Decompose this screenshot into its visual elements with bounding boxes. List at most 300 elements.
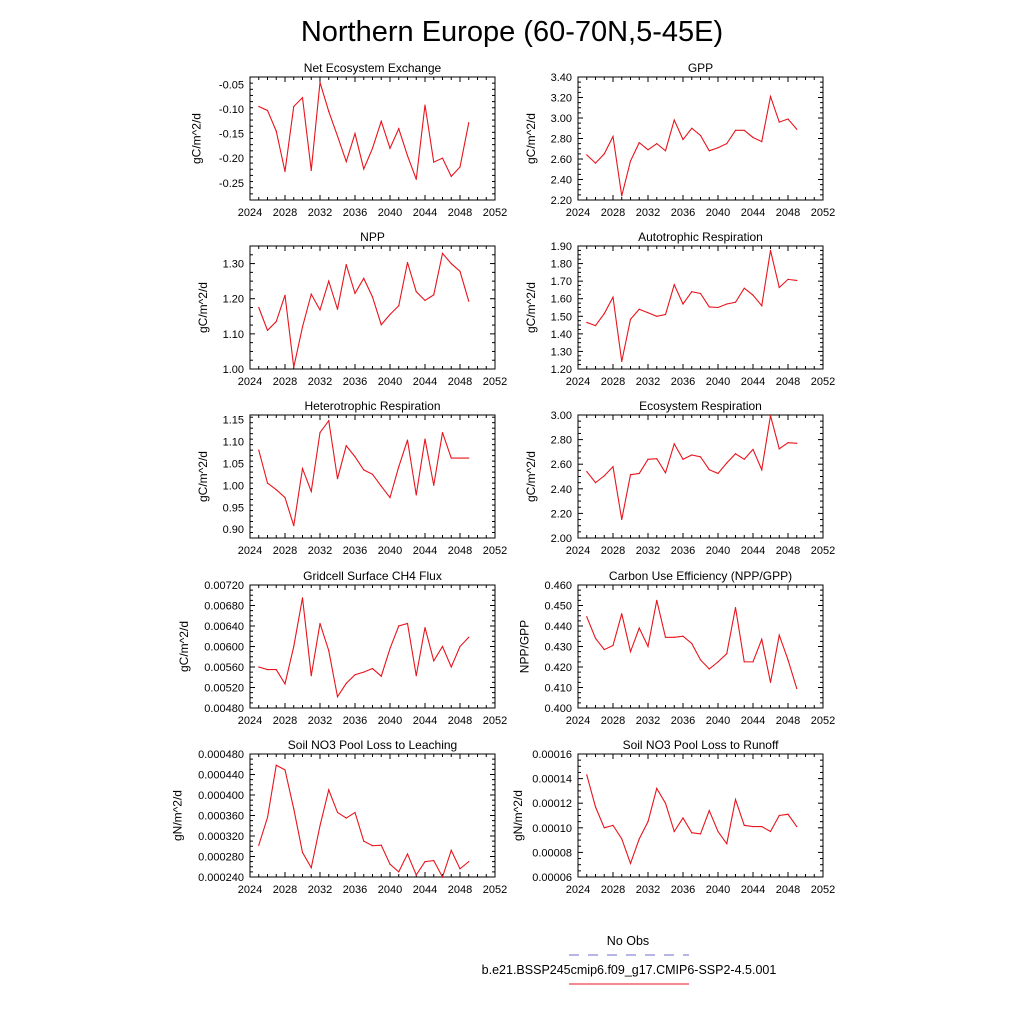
data-point — [267, 330, 268, 331]
data-point — [346, 817, 347, 818]
data-point — [258, 845, 259, 846]
data-point — [433, 294, 434, 295]
x-tick-label: 2040 — [705, 545, 731, 557]
x-tick-label: 2024 — [565, 376, 591, 388]
x-tick-label: 2036 — [670, 207, 696, 219]
data-point — [451, 263, 452, 264]
data-point — [656, 458, 657, 459]
data-point — [779, 122, 780, 123]
x-tick-label: 2040 — [377, 376, 403, 388]
data-point — [372, 474, 373, 475]
x-tick-label: 2052 — [482, 376, 508, 388]
series-line — [259, 253, 469, 367]
panel-title: Gridcell Surface CH4 Flux — [303, 569, 442, 583]
data-point — [451, 850, 452, 851]
plot-frame — [250, 77, 495, 200]
y-tick-label: 0.00014 — [532, 773, 572, 786]
data-point — [459, 457, 460, 458]
data-point — [761, 639, 762, 640]
data-point — [744, 825, 745, 826]
data-point — [372, 148, 373, 149]
data-point — [389, 497, 390, 498]
data-point — [407, 262, 408, 263]
data-point — [302, 468, 303, 469]
data-point — [621, 195, 622, 196]
data-point — [787, 279, 788, 280]
data-point — [276, 489, 277, 490]
data-point — [337, 478, 338, 479]
x-tick-label: 2052 — [482, 884, 508, 896]
data-point — [726, 843, 727, 844]
x-tick-label: 2048 — [447, 884, 473, 896]
x-tick-label: 2040 — [705, 884, 731, 896]
data-point — [735, 453, 736, 454]
data-point — [612, 825, 613, 826]
legend-label-no-obs: No Obs — [606, 934, 650, 948]
data-point — [674, 443, 675, 444]
panel-title: Heterotrophic Respiration — [304, 399, 441, 413]
y-tick-label: 0.00016 — [532, 749, 572, 761]
data-point — [787, 814, 788, 815]
data-point — [656, 600, 657, 601]
x-tick-label: 2044 — [740, 207, 766, 219]
data-point — [674, 284, 675, 285]
data-point — [284, 497, 285, 498]
x-tick-label: 2024 — [237, 545, 263, 557]
x-tick-label: 2032 — [307, 545, 333, 557]
data-point — [311, 491, 312, 492]
panel-title: Soil NO3 Pool Loss to Leaching — [287, 738, 458, 752]
x-tick-label: 2024 — [565, 207, 591, 219]
data-point — [621, 838, 622, 839]
data-point — [363, 841, 364, 842]
data-point — [665, 314, 666, 315]
data-point — [442, 432, 443, 433]
data-point — [787, 118, 788, 119]
data-point — [416, 291, 417, 292]
data-point — [709, 469, 710, 470]
y-tick-label: 2.00 — [550, 533, 572, 545]
data-point — [726, 462, 727, 463]
data-point — [416, 874, 417, 875]
data-point — [389, 148, 390, 149]
data-point — [691, 291, 692, 292]
data-point — [267, 110, 268, 111]
y-axis-label: gN/m^2/d — [511, 790, 525, 841]
data-point — [656, 788, 657, 789]
y-axis-label: gC/m^2/d — [189, 113, 204, 164]
y-axis-label: gC/m^2/d — [195, 282, 210, 333]
x-tick-label: 2028 — [272, 884, 298, 896]
data-point — [770, 250, 771, 251]
data-point — [363, 469, 364, 470]
data-point — [433, 485, 434, 486]
data-point — [665, 472, 666, 473]
panel-gridcell-surface-ch4-flux — [177, 569, 507, 727]
data-point — [682, 459, 683, 460]
data-point — [424, 300, 425, 301]
data-point — [398, 128, 399, 129]
data-point — [451, 457, 452, 458]
data-point — [276, 131, 277, 132]
data-point — [639, 627, 640, 628]
data-point — [735, 130, 736, 131]
data-point — [258, 666, 259, 667]
y-tick-label: 2.40 — [550, 174, 572, 187]
data-point — [398, 625, 399, 626]
data-point — [586, 774, 587, 775]
x-tick-label: 2044 — [740, 376, 766, 388]
y-tick-label: -0.15 — [218, 128, 244, 141]
panel-title: GPP — [687, 61, 714, 75]
data-point — [761, 305, 762, 306]
y-axis-label: gN/m^2/d — [170, 790, 185, 841]
data-point — [726, 143, 727, 144]
data-point — [293, 808, 294, 809]
data-point — [735, 799, 736, 800]
data-point — [267, 817, 268, 818]
data-point — [770, 415, 771, 416]
y-axis-label: gC/m^2/d — [176, 621, 191, 672]
data-point — [276, 321, 277, 322]
y-axis-label: gC/m^2/d — [523, 113, 538, 164]
y-tick-label: 1.00 — [222, 364, 244, 376]
data-point — [319, 432, 320, 433]
data-point — [586, 322, 587, 323]
data-point — [796, 826, 797, 827]
data-point — [354, 812, 355, 813]
x-tick-label: 2044 — [412, 376, 438, 388]
x-tick-label: 2024 — [565, 884, 591, 896]
data-point — [267, 669, 268, 670]
data-point — [284, 683, 285, 684]
x-tick-label: 2048 — [447, 545, 473, 557]
data-point — [674, 831, 675, 832]
data-point — [389, 314, 390, 315]
x-tick-label: 2044 — [412, 207, 438, 219]
y-tick-label: 0.000360 — [198, 810, 244, 823]
panel-carbon-use-efficiency-npp-gpp — [518, 569, 836, 727]
x-tick-label: 2032 — [635, 207, 661, 219]
y-tick-label: 0.00680 — [204, 600, 244, 613]
data-point — [372, 668, 373, 669]
data-point — [682, 139, 683, 140]
y-tick-label: 0.00560 — [204, 662, 244, 674]
data-point — [726, 653, 727, 654]
data-point — [363, 672, 364, 673]
data-point — [796, 688, 797, 689]
data-point — [604, 153, 605, 154]
y-tick-label: 1.10 — [222, 328, 244, 341]
data-point — [787, 442, 788, 443]
data-point — [451, 666, 452, 667]
x-tick-label: 2052 — [482, 207, 508, 219]
data-point — [459, 868, 460, 869]
x-tick-label: 2036 — [670, 715, 696, 727]
data-point — [363, 278, 364, 279]
x-tick-label: 2028 — [600, 376, 626, 388]
y-tick-label: 0.430 — [544, 641, 572, 654]
data-point — [639, 838, 640, 839]
x-tick-label: 2044 — [740, 545, 766, 557]
data-point — [621, 613, 622, 614]
data-point — [433, 660, 434, 661]
series-line — [587, 96, 797, 195]
y-tick-label: 0.00012 — [532, 798, 572, 811]
data-point — [630, 160, 631, 161]
series-line — [587, 775, 797, 864]
x-tick-label: 2028 — [600, 207, 626, 219]
x-tick-label: 2048 — [775, 545, 801, 557]
y-tick-label: -0.10 — [218, 103, 244, 116]
x-tick-label: 2040 — [705, 715, 731, 727]
y-tick-label: 2.20 — [550, 195, 572, 207]
data-point — [744, 288, 745, 289]
x-tick-label: 2048 — [447, 715, 473, 727]
data-point — [468, 122, 469, 123]
data-point — [595, 638, 596, 639]
data-point — [700, 293, 701, 294]
x-tick-label: 2032 — [307, 884, 333, 896]
data-point — [787, 659, 788, 660]
data-point — [459, 646, 460, 647]
data-point — [302, 97, 303, 98]
data-point — [398, 305, 399, 306]
data-point — [433, 162, 434, 163]
y-tick-label: 0.90 — [222, 524, 244, 537]
data-point — [691, 643, 692, 644]
x-tick-label: 2044 — [740, 884, 766, 896]
data-point — [709, 668, 710, 669]
y-tick-label: 0.00010 — [532, 822, 572, 835]
data-point — [752, 661, 753, 662]
y-tick-label: 0.00720 — [204, 580, 244, 592]
data-point — [389, 864, 390, 865]
data-point — [682, 817, 683, 818]
panel-soil-no3-pool-loss-to-runoff — [511, 738, 835, 896]
data-point — [612, 297, 613, 298]
x-tick-label: 2024 — [565, 715, 591, 727]
y-tick-label: 0.420 — [544, 662, 572, 674]
data-point — [424, 627, 425, 628]
x-tick-label: 2032 — [635, 884, 661, 896]
data-point — [779, 815, 780, 816]
x-tick-label: 2048 — [775, 715, 801, 727]
data-point — [691, 128, 692, 129]
plot-frame — [578, 754, 823, 877]
data-point — [612, 466, 613, 467]
x-tick-label: 2052 — [810, 207, 836, 219]
y-tick-label: 0.000400 — [198, 790, 244, 802]
y-tick-label: 0.000240 — [198, 872, 244, 884]
data-point — [735, 607, 736, 608]
y-axis-label: gC/m^2/d — [523, 282, 538, 333]
data-point — [337, 812, 338, 813]
panels — [171, 61, 836, 896]
data-point — [328, 281, 329, 282]
data-point — [779, 448, 780, 449]
x-tick-label: 2040 — [377, 715, 403, 727]
x-tick-label: 2052 — [810, 545, 836, 557]
data-point — [656, 316, 657, 317]
data-point — [459, 166, 460, 167]
x-tick-label: 2028 — [600, 884, 626, 896]
data-point — [258, 106, 259, 107]
y-tick-label: 0.95 — [222, 502, 244, 515]
data-point — [656, 143, 657, 144]
y-tick-label: 1.70 — [550, 276, 572, 289]
panel-autotrophic-respiration — [524, 230, 835, 388]
data-point — [604, 649, 605, 650]
data-point — [293, 646, 294, 647]
x-tick-label: 2036 — [670, 376, 696, 388]
data-point — [595, 163, 596, 164]
data-point — [647, 821, 648, 822]
y-tick-label: 0.00480 — [204, 703, 244, 715]
data-point — [311, 867, 312, 868]
plot-frame — [250, 754, 495, 877]
data-point — [258, 450, 259, 451]
data-point — [424, 439, 425, 440]
data-point — [284, 295, 285, 296]
data-point — [302, 326, 303, 327]
data-point — [779, 287, 780, 288]
y-tick-label: 0.000280 — [198, 851, 244, 864]
data-point — [647, 149, 648, 150]
plot-frame — [578, 585, 823, 708]
y-tick-label: 1.50 — [550, 311, 572, 324]
legend — [482, 934, 777, 984]
plot-frame — [578, 77, 823, 200]
data-point — [468, 637, 469, 638]
y-tick-label: 1.60 — [550, 293, 572, 306]
data-point — [381, 324, 382, 325]
data-point — [354, 133, 355, 134]
x-tick-label: 2052 — [810, 884, 836, 896]
x-tick-label: 2036 — [342, 715, 368, 727]
y-tick-label: 0.00640 — [204, 621, 244, 633]
data-point — [451, 176, 452, 177]
y-tick-label: 0.00008 — [532, 847, 572, 860]
data-point — [700, 456, 701, 457]
data-point — [726, 303, 727, 304]
x-tick-label: 2028 — [600, 715, 626, 727]
x-tick-label: 2044 — [412, 884, 438, 896]
data-point — [796, 280, 797, 281]
x-tick-label: 2040 — [377, 884, 403, 896]
y-tick-label: 1.20 — [222, 293, 244, 306]
panel-title: Ecosystem Respiration — [639, 399, 762, 413]
x-tick-label: 2032 — [635, 545, 661, 557]
x-tick-label: 2036 — [342, 376, 368, 388]
data-point — [354, 674, 355, 675]
x-tick-label: 2024 — [237, 207, 263, 219]
y-tick-label: 1.20 — [550, 364, 572, 376]
x-tick-label: 2052 — [810, 376, 836, 388]
y-tick-label: 3.00 — [550, 410, 572, 422]
data-point — [752, 295, 753, 296]
y-tick-label: 1.00 — [222, 480, 244, 493]
panel-npp — [196, 230, 507, 388]
data-point — [363, 168, 364, 169]
y-tick-label: 2.80 — [550, 434, 572, 447]
panel-title: Soil NO3 Pool Loss to Runoff — [622, 738, 779, 752]
panel-ecosystem-respiration — [524, 399, 835, 557]
data-point — [381, 845, 382, 846]
series-line — [259, 421, 469, 526]
data-point — [424, 104, 425, 105]
data-point — [346, 161, 347, 162]
data-point — [293, 106, 294, 107]
x-tick-label: 2024 — [237, 715, 263, 727]
x-tick-label: 2036 — [342, 884, 368, 896]
y-tick-label: 0.440 — [544, 621, 572, 633]
data-point — [717, 147, 718, 148]
data-point — [761, 469, 762, 470]
data-point — [761, 826, 762, 827]
y-axis-label: gC/m^2/d — [195, 451, 210, 502]
x-tick-label: 2048 — [775, 884, 801, 896]
panel-title: Net Ecosystem Exchange — [303, 61, 442, 75]
x-tick-label: 2028 — [272, 545, 298, 557]
data-point — [665, 803, 666, 804]
series-line — [259, 598, 469, 697]
data-point — [586, 154, 587, 155]
x-tick-label: 2036 — [670, 545, 696, 557]
data-point — [586, 471, 587, 472]
y-tick-label: 1.30 — [222, 258, 244, 271]
data-point — [744, 130, 745, 131]
panel-soil-no3-pool-loss-to-leaching — [171, 738, 508, 896]
y-tick-label: 3.00 — [550, 113, 572, 125]
x-tick-label: 2052 — [482, 715, 508, 727]
data-point — [744, 661, 745, 662]
data-point — [770, 682, 771, 683]
data-point — [276, 669, 277, 670]
data-point — [284, 769, 285, 770]
data-point — [468, 457, 469, 458]
x-tick-label: 2024 — [565, 545, 591, 557]
data-point — [346, 264, 347, 265]
data-point — [258, 307, 259, 308]
series-line — [587, 600, 797, 688]
data-point — [796, 129, 797, 130]
data-point — [416, 494, 417, 495]
data-point — [337, 135, 338, 136]
x-tick-label: 2032 — [635, 715, 661, 727]
y-tick-label: 2.60 — [550, 459, 572, 472]
x-tick-label: 2044 — [412, 715, 438, 727]
data-point — [639, 142, 640, 143]
data-point — [389, 648, 390, 649]
data-point — [302, 597, 303, 598]
data-point — [761, 141, 762, 142]
data-point — [319, 825, 320, 826]
panel-heterotrophic-respiration — [196, 399, 507, 557]
data-point — [328, 650, 329, 651]
data-point — [744, 459, 745, 460]
data-point — [630, 863, 631, 864]
series-line — [259, 82, 469, 179]
figure-title: Northern Europe (60-70N,5-45E) — [300, 16, 724, 48]
data-point — [319, 82, 320, 83]
data-point — [284, 171, 285, 172]
data-point — [424, 861, 425, 862]
x-tick-label: 2040 — [377, 545, 403, 557]
x-tick-label: 2044 — [740, 715, 766, 727]
x-tick-label: 2040 — [705, 376, 731, 388]
data-point — [752, 137, 753, 138]
